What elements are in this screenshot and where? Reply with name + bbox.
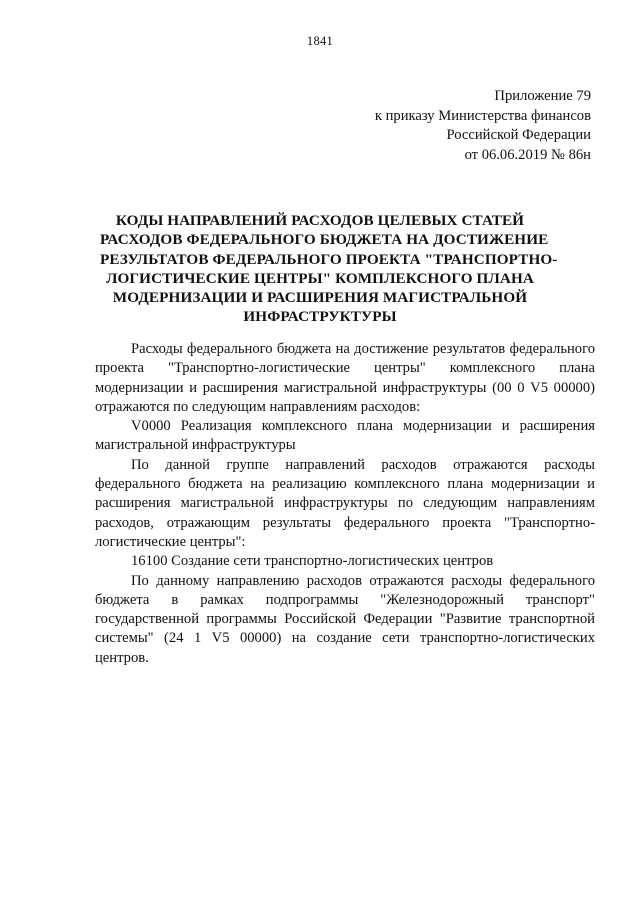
paragraph-code-16100-description: По данному направлению расходов отражаются расходы федерального бюджета в рамках подпрограммы "Железнодорожный транспорт" государственной программы Российской Федерации "Развитие транспортной системы" (24 1 V5 00000) на создание сети транспортно-логистических центров. xyxy=(95,572,595,666)
paragraph-intro: Расходы федерального бюджета на достижение результатов федерального проекта "Транспортно-логистические центры" комплексного плана модернизации и расширения магистральной инфраструктуры (00 0 V5 00000) отражаются по следующим направлениям расходов: xyxy=(95,341,595,415)
title-line: МОДЕРНИЗАЦИИ И РАСШИРЕНИЯ МАГИСТРАЛЬНОЙ xyxy=(112,289,528,307)
title-line: ЛОГИСТИЧЕСКИЕ ЦЕНТРЫ" КОМПЛЕКСНОГО ПЛАНА xyxy=(106,269,534,287)
appendix-country: Российской Федерации xyxy=(446,127,591,143)
paragraph-group-description: По данной группе направлений расходов отражаются расходы федерального бюджета на реализацию комплексного плана модернизации и расширения магистральной инфраструктуры по следующим направлениям расходов, отражающим результаты федерального проекта "Транспортно-логистические центры": xyxy=(95,456,595,550)
appendix-order-ref: к приказу Министерства финансов xyxy=(374,107,591,124)
page-number: 1841 xyxy=(306,34,334,48)
title-line: РЕЗУЛЬТАТОВ ФЕДЕРАЛЬНОГО ПРОЕКТА "ТРАНСПОРТНО- xyxy=(100,250,558,268)
paragraph-code-v0000: V0000 Реализация комплексного плана модернизации и расширения магистральной инфраструктуры xyxy=(95,418,595,454)
document-body xyxy=(95,340,595,668)
document-title xyxy=(100,211,558,327)
title-line: ИНФРАСТРУКТУРЫ xyxy=(243,308,397,326)
appendix-header xyxy=(375,87,591,165)
paragraph-code-16100: 16100 Создание сети транспортно-логистических центров xyxy=(131,553,494,570)
appendix-date-number: от 06.06.2019 № 86н xyxy=(464,146,591,163)
appendix-number: Приложение 79 xyxy=(494,88,591,104)
title-line: РАСХОДОВ ФЕДЕРАЛЬНОГО БЮДЖЕТА НА ДОСТИЖЕНИЕ xyxy=(100,231,549,249)
title-line: КОДЫ НАПРАВЛЕНИЙ РАСХОДОВ ЦЕЛЕВЫХ СТАТЕЙ xyxy=(115,212,525,229)
